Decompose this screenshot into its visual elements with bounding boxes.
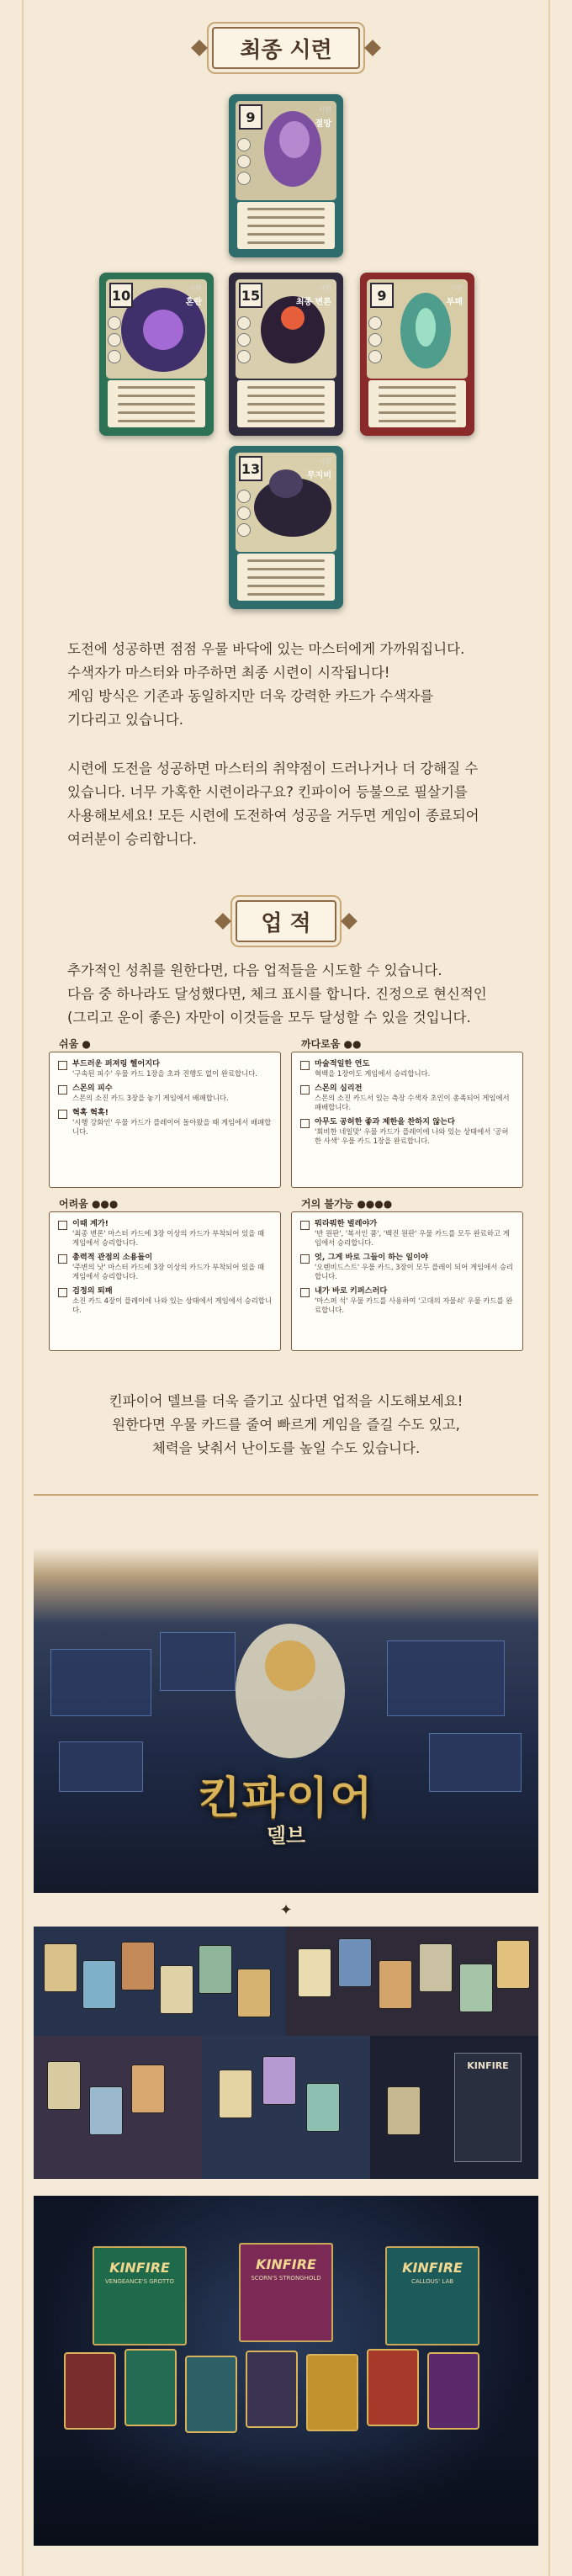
text-line: 기다리고 있습니다. xyxy=(67,712,184,728)
achievement-item xyxy=(300,1117,514,1146)
achievement-item xyxy=(58,1084,272,1103)
achievement-item xyxy=(300,1219,514,1248)
box-title: KINFIRE xyxy=(402,2260,463,2276)
hero-card xyxy=(427,2352,479,2430)
achievement-item xyxy=(58,1286,272,1315)
box-scorns-stronghold xyxy=(239,2243,333,2342)
achievement-desc: '구속된 피수' 우물 카드 1장을 초과 진행도 없이 완료합니다. xyxy=(72,1069,257,1078)
card-number: 13 xyxy=(239,456,262,481)
achievement-desc: '시행 강화인' 우물 카드가 플레이어 돌아왔을 때 게임에서 배패합니다. xyxy=(72,1118,272,1136)
hero-card xyxy=(246,2351,298,2428)
achievement-title: 혁혹 혁혹! xyxy=(72,1108,109,1117)
box-callous-lab xyxy=(385,2246,479,2345)
achievement-desc: '마스퍼 석' 우물 카드를 사용하여 '고대의 자물쇠' 우물 카드를 완료합니다. xyxy=(315,1296,513,1314)
card-confusion xyxy=(99,273,214,436)
board-title: 킨파이어 xyxy=(198,1773,374,1824)
checkbox[interactable] xyxy=(58,1085,67,1095)
achievement-heading: 쉬움 ● xyxy=(59,1038,91,1050)
game-board-image xyxy=(34,1548,538,1893)
achievement-desc: 혁백을 1장이도 게임에서 승리합니다. xyxy=(315,1069,431,1078)
final-trial-paragraph-1 xyxy=(67,638,522,732)
card-corruption xyxy=(360,273,474,436)
box-subtitle: SCORN'S STRONGHOLD xyxy=(251,2275,321,2282)
hero-card xyxy=(64,2352,116,2430)
text-line: 원한다면 우물 카드를 줄여 빠르게 게임을 즐길 수도 있고, xyxy=(112,1417,460,1433)
text-line: 게임 방식은 기존과 동일하지만 더욱 강력한 카드가 수색자를 xyxy=(67,688,434,704)
achievement-desc: '주변의 낫' 마스터 카드에 3장 이상의 카드가 부착되어 있을 때 게임에서 승리합니다. xyxy=(72,1263,265,1280)
final-trial-paragraph-2 xyxy=(67,757,522,851)
achievement-title: 마술적일한 연도 xyxy=(315,1059,370,1068)
achievement-item xyxy=(58,1253,272,1281)
card-name: 절망 xyxy=(315,119,331,129)
card-type: 시련 xyxy=(188,284,202,292)
box-subtitle: CALLOUS' LAB xyxy=(410,2278,454,2285)
text-line: 킨파이어 델브를 더욱 즐기고 싶다면 업적을 시도해보세요! xyxy=(109,1393,463,1409)
achievements-intro xyxy=(67,959,522,1030)
card-type: 시련 xyxy=(318,106,331,114)
achievement-item xyxy=(58,1108,272,1137)
card-number: 9 xyxy=(239,104,262,130)
card-name: 부패 xyxy=(446,298,463,307)
box-vengeances-grotto xyxy=(93,2246,187,2345)
achievements-title: 업 적 xyxy=(236,900,336,942)
achievement-title: 검정의 퇴패 xyxy=(72,1286,113,1296)
text-line: (그리고 운이 좋은) 자만이 이것들을 모두 달성할 수 있을 것입니다. xyxy=(67,1010,471,1026)
checkbox[interactable] xyxy=(300,1254,310,1264)
final-trial-title: 최종 시련 xyxy=(212,27,360,69)
achievement-desc: 스몬의 소진 카드 3장을 놓기 게임에서 배패합니다. xyxy=(72,1094,229,1102)
checkbox[interactable] xyxy=(300,1085,310,1095)
text-line: 체력을 낮춰서 난이도를 높일 수도 있습니다. xyxy=(151,1440,421,1456)
hero-card xyxy=(185,2356,237,2433)
checkbox[interactable] xyxy=(300,1119,310,1128)
card-type: 시련 xyxy=(318,284,331,292)
text-line: 있습니다. 너무 가혹한 시련이라구요? 킨파이어 등불으로 필살기를 xyxy=(67,784,468,800)
section-divider xyxy=(34,1494,538,1496)
achievement-title: 아무도 공허한 좋과 제한을 찬하지 않는다 xyxy=(315,1117,455,1126)
text-line: 여러분이 승리합니다. xyxy=(67,831,197,847)
achievement-box-nearly-impossible xyxy=(291,1211,523,1351)
achievement-item xyxy=(300,1059,514,1079)
components-photo-grid xyxy=(34,1927,538,2179)
achievement-desc: 스몬의 소진 카드서 있는 측장 수색자 초인이 총족되어 게임에서 패배합니다. xyxy=(315,1094,510,1111)
achievement-desc: '반 원판', '복서인 품', '백진 원판' 우물 카드를 모두 완료하고 게임에서 승리합니다. xyxy=(315,1229,510,1247)
achievement-title: 내가 바로 키퍼스러다 xyxy=(315,1286,388,1296)
frame-left xyxy=(22,0,24,2576)
achievement-heading: 거의 불가능 ●●●● xyxy=(301,1198,393,1210)
checkbox[interactable] xyxy=(58,1110,67,1119)
achievement-box-tricky xyxy=(291,1052,523,1188)
card-name: 혼란 xyxy=(185,298,202,307)
checkbox[interactable] xyxy=(300,1061,310,1070)
box-title: KINFIRE xyxy=(109,2260,170,2276)
card-final-argument xyxy=(229,273,343,436)
achievement-item xyxy=(300,1286,514,1315)
achievement-title: 스몬의 심리전 xyxy=(315,1084,363,1093)
achievement-title: 총력적 관점의 소용돌이 xyxy=(72,1253,153,1262)
hero-card xyxy=(124,2349,177,2426)
achievement-desc: '최종 변론' 마스터 카드에 3장 이상의 카드가 부착되어 있을 때 게임에서 승리합니다. xyxy=(72,1229,265,1247)
hero-card xyxy=(306,2354,358,2431)
text-line: 도전에 성공하면 점점 우물 바닥에 있는 마스터에게 가까워집니다. xyxy=(67,641,465,657)
hero-card xyxy=(367,2349,419,2426)
achievement-title: 이때 계가! xyxy=(72,1219,109,1228)
achievement-item xyxy=(300,1084,514,1112)
achievement-desc: '오렌비드스트' 우물 카드, 3장이 모두 플레이 되어 게임에서 승리합니다. xyxy=(315,1263,514,1280)
text-line: 수색자가 마스터와 마주하면 최종 시련이 시작됩니다! xyxy=(67,665,390,681)
text-line: 사용해보세요! 모든 시련에 도전하여 성공을 거두면 게임이 종료되어 xyxy=(67,808,479,824)
achievements-outro xyxy=(34,1390,538,1460)
achievement-title: 엇, 그게 바로 그들이 하는 일이야 xyxy=(315,1253,428,1262)
checkbox[interactable] xyxy=(58,1288,67,1297)
card-number: 10 xyxy=(109,283,133,308)
card-name: 무지비 xyxy=(307,471,331,480)
achievement-item xyxy=(58,1219,272,1248)
card-name: 최종 변론 xyxy=(295,298,331,307)
box-subtitle: VENGEANCE'S GROTTO xyxy=(105,2278,174,2285)
achievement-box-hard xyxy=(49,1211,281,1351)
achievement-heading: 까다로움 ●● xyxy=(301,1038,362,1050)
card-number: 9 xyxy=(370,283,394,308)
card-type: 시련 xyxy=(318,458,331,465)
game-box-title: KINFIRE xyxy=(467,2060,509,2071)
achievement-item xyxy=(300,1253,514,1281)
checkbox[interactable] xyxy=(58,1221,67,1230)
card-despair xyxy=(229,94,343,257)
achievement-box-easy xyxy=(49,1052,281,1188)
achievement-title: 스몬의 피수 xyxy=(72,1084,113,1093)
game-box xyxy=(454,2053,522,2162)
box-title: KINFIRE xyxy=(256,2256,316,2272)
achievement-desc: 소진 카드 4장이 플레이에 나와 있는 상태에서 게임에서 승리합니다. xyxy=(72,1296,272,1314)
card-type: 시련 xyxy=(449,284,463,292)
checkbox[interactable] xyxy=(58,1254,67,1264)
achievement-item xyxy=(58,1059,272,1079)
text-line: 다음 중 하나라도 달성했다면, 체크 표시를 합니다. 진정으로 현신적인 xyxy=(67,986,487,1002)
checkbox[interactable] xyxy=(300,1288,310,1297)
frame-right xyxy=(548,0,550,2576)
achievement-heading: 어려움 ●●● xyxy=(59,1198,119,1210)
checkbox[interactable] xyxy=(58,1061,67,1070)
card-mercilessness xyxy=(229,446,343,609)
card-number: 15 xyxy=(239,283,262,308)
achievement-title: 뭐라뭐한 벌레야가 xyxy=(315,1219,378,1228)
text-line: 추가적인 성취를 원한다면, 다음 업적들을 시도할 수 있습니다. xyxy=(67,962,442,978)
text-line: 시련에 도전을 성공하면 마스터의 취약점이 드러나거나 더 강해질 수 xyxy=(67,761,479,777)
product-showcase xyxy=(34,2196,538,2546)
checkbox[interactable] xyxy=(300,1221,310,1230)
board-subtitle: 델브 xyxy=(266,1824,306,1847)
achievement-title: 부드러운 퍼져링 헬어지다 xyxy=(72,1059,161,1068)
achievement-desc: '회비한 네일맞' 우물 카드가 플레이에 나와 있는 상태에서 '공허한 사색' 우물 카드 1장을 완료합니다. xyxy=(315,1127,509,1145)
sparkle-icon: ✦ xyxy=(279,1901,293,1919)
